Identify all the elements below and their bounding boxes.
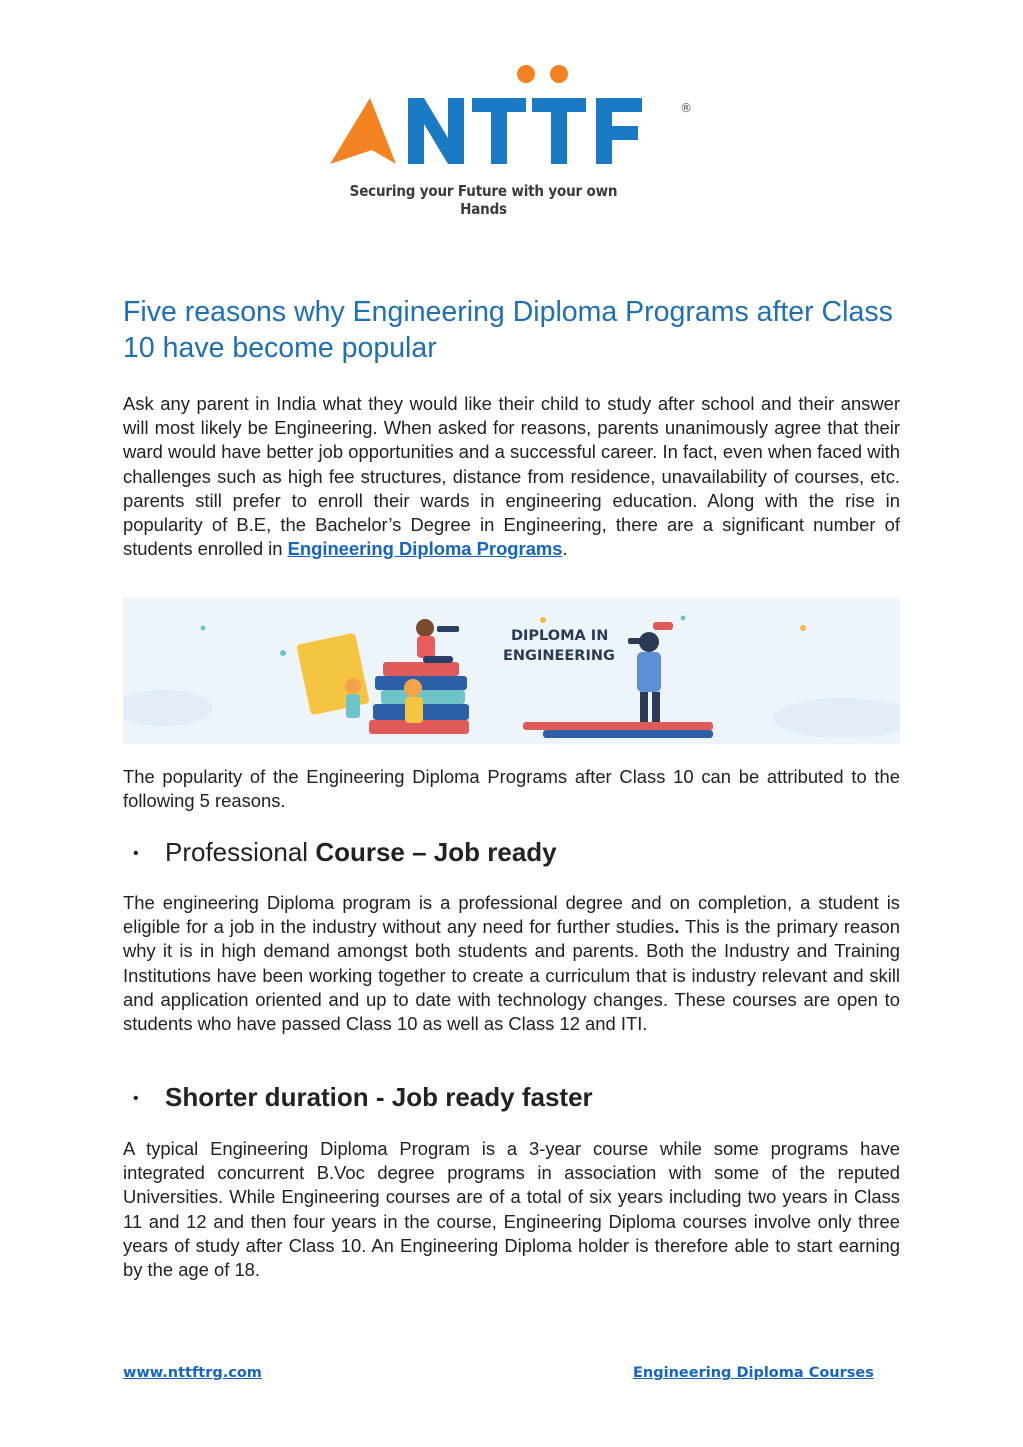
orange-triangle-icon: [330, 98, 396, 164]
section-heading-shorter-duration: • Shorter duration - Job ready faster: [133, 1081, 593, 1115]
banner-illustration: [123, 598, 900, 744]
nttf-logo: [326, 60, 698, 218]
logo-tagline: Securing your Future with your own Hands: [349, 182, 618, 218]
reasons-lead: The popularity of the Engineering Diploma Programs after Class 10 can be attributed to the following 5 reasons.: [123, 766, 900, 812]
section-shorter-duration-text: A typical Engineering Diploma Program is a 3-year course while some programs have integrated concurrent B.Voc degree programs in association with some of the reputed Universities. While Engineering courses are of a total of six years including two years in Class 11 and 12 and then four years in the course, Engineering Diploma courses involve only three years of study after Class 10. An Engineering Diploma holder is therefore able to start earning by the age of 18.: [123, 1138, 900, 1281]
section-heading-professional: • Professional Course – Job ready: [133, 836, 557, 870]
student-figure: [416, 619, 434, 637]
page-title: Five reasons why Engineering Diploma Programs after Class 10 have become popular: [123, 296, 893, 364]
diploma-banner: [123, 598, 900, 744]
engineering-diploma-programs-link[interactable]: Engineering Diploma Programs: [287, 538, 563, 560]
bullet-icon: •: [133, 1090, 139, 1108]
bullet-icon: •: [133, 845, 139, 863]
graduate-cap-icon: [653, 622, 673, 630]
registered-mark: ®: [680, 101, 692, 115]
footer-website-link[interactable]: www.nttftrg.com: [123, 1365, 262, 1381]
child-figure: [345, 678, 361, 694]
footer-courses-link[interactable]: Engineering Diploma Courses: [633, 1365, 874, 1381]
child-figure: [404, 679, 422, 697]
banner-heading-line2: ENGINEERING: [503, 648, 615, 664]
nttf-logo-graphic: [326, 60, 698, 178]
logo-dot: [550, 65, 568, 83]
telescope-icon: [628, 638, 650, 644]
banner-heading-line1: DIPLOMA IN: [511, 628, 609, 644]
logo-dot: [517, 65, 535, 83]
section-professional-text: The engineering Diploma program is a professional degree and on completion, a student is eligible for a job in the industry without any need for further studies. This is the primary reason why it is in high demand amongst both students and parents. Both the Industry and Training Institutions have been working together to create a curriculum that is industry relevant and skill and application oriented and up to date with technology changes. These courses are open to students who have passed Class 10 as well as Class 12 and ITI.: [123, 892, 901, 1035]
intro-paragraph: Ask any parent in India what they would like their child to study after school and their answer will most likely be Engineering. When asked for reasons, parents unanimously agree that their ward would have better job opportunities and a successful career. In fact, even when faced with challenges such as high fee structures, distance from residence, unavailability of courses, etc. parents still prefer to enroll their wards in engineering education. Along with the rise in popularity of B.E, the Bachelor’s Degree in Engineering, there are a significant number of students enrolled in Engineering Diploma Programs.: [123, 393, 900, 560]
